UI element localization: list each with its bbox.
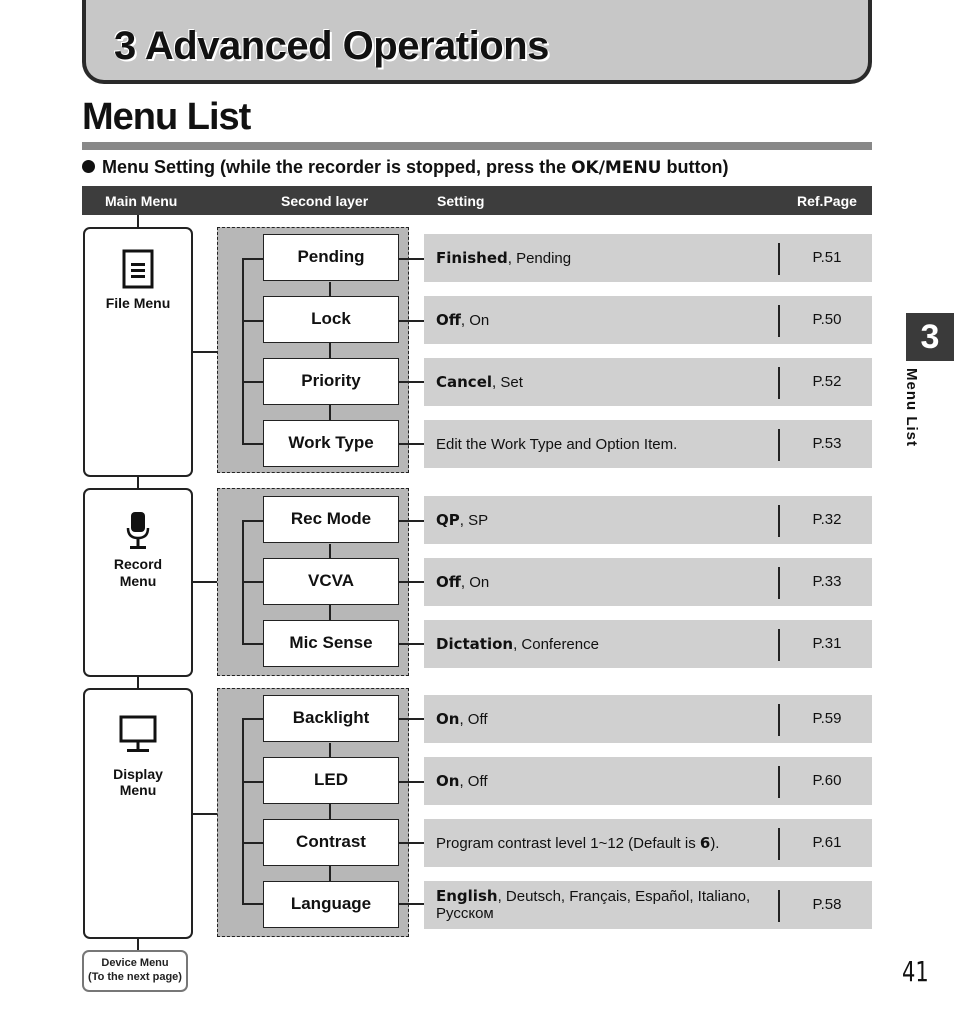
priority-item: Priority bbox=[263, 358, 399, 405]
connector-line bbox=[242, 718, 263, 720]
document-icon bbox=[122, 249, 154, 289]
divider bbox=[778, 704, 780, 736]
rec-mode-setting-row bbox=[424, 496, 872, 544]
connector-line bbox=[242, 320, 263, 322]
table-header bbox=[82, 186, 872, 215]
chapter-tab: 3 bbox=[906, 313, 954, 361]
ref-page: P.50 bbox=[812, 311, 842, 328]
divider bbox=[778, 367, 780, 399]
connector-line bbox=[399, 258, 424, 260]
language-item: Language bbox=[263, 881, 399, 928]
setting-text: On, Off bbox=[436, 771, 488, 790]
setting-text: QP, SP bbox=[436, 510, 489, 529]
rec-mode-item: Rec Mode bbox=[263, 496, 399, 543]
record-menu-label-line1: Record bbox=[113, 556, 163, 572]
setting-text: Edit the Work Type and Option Item. bbox=[436, 435, 678, 453]
ok-menu-key-label: OK/MENU bbox=[571, 158, 662, 178]
setting-heading-suffix: button) bbox=[661, 157, 729, 177]
display-menu-label-line1: Display bbox=[113, 766, 163, 782]
priority-setting-row bbox=[424, 358, 872, 406]
device-menu-note: (To the next page) bbox=[88, 971, 182, 983]
device-menu-box bbox=[82, 950, 188, 992]
file-menu-label: File Menu bbox=[105, 295, 171, 311]
mic-sense-item: Mic Sense bbox=[263, 620, 399, 667]
setting-text: English, Deutsch, Français, Español, Italiano, Русском bbox=[436, 887, 751, 922]
connector-line bbox=[191, 813, 217, 815]
divider bbox=[778, 429, 780, 461]
backlight-item: Backlight bbox=[263, 695, 399, 742]
column-header-main-menu: Main Menu bbox=[105, 193, 178, 209]
work-type-setting-row bbox=[424, 420, 872, 468]
contrast-setting-row bbox=[424, 819, 872, 867]
divider bbox=[778, 766, 780, 798]
ref-page: P.61 bbox=[812, 834, 842, 851]
contrast-item: Contrast bbox=[263, 819, 399, 866]
bullet-icon bbox=[82, 160, 95, 173]
title-rule bbox=[82, 142, 872, 150]
setting-heading-text: Menu Setting (while the recorder is stopped, press the bbox=[102, 157, 572, 177]
setting-text: On, Off bbox=[436, 709, 488, 728]
connector-line bbox=[399, 718, 424, 720]
work-type-item: Work Type bbox=[263, 420, 399, 467]
vcva-setting-row bbox=[424, 558, 872, 606]
column-header-ref-page: Ref.Page bbox=[797, 193, 857, 209]
mic-sense-setting-row bbox=[424, 620, 872, 668]
lock-item: Lock bbox=[263, 296, 399, 343]
divider bbox=[778, 629, 780, 661]
setting-text: Cancel, Set bbox=[436, 372, 523, 391]
connector-line bbox=[399, 842, 424, 844]
connector-line bbox=[399, 320, 424, 322]
connector-line bbox=[242, 842, 263, 844]
connector-line bbox=[242, 258, 263, 260]
column-header-second-layer: Second layer bbox=[281, 193, 369, 209]
connector-line bbox=[242, 781, 263, 783]
connector-line bbox=[399, 643, 424, 645]
ref-page: P.31 bbox=[812, 635, 842, 652]
setting-text: Dictation, Conference bbox=[436, 634, 599, 653]
connector-line bbox=[242, 581, 263, 583]
connector-line bbox=[242, 903, 263, 905]
connector-line bbox=[399, 443, 424, 445]
chapter-title: 3 Advanced Operations bbox=[114, 24, 549, 68]
ref-page: P.60 bbox=[812, 772, 842, 789]
ref-page: P.58 bbox=[812, 896, 842, 913]
ref-page: P.32 bbox=[812, 511, 842, 528]
connector-line bbox=[399, 520, 424, 522]
monitor-icon bbox=[118, 714, 158, 756]
ref-page: P.52 bbox=[812, 373, 842, 390]
connector-line bbox=[191, 581, 217, 583]
page-number: 41 bbox=[902, 955, 929, 988]
connector-line bbox=[242, 258, 244, 443]
connector-line bbox=[242, 443, 263, 445]
vcva-item: VCVA bbox=[263, 558, 399, 605]
led-item: LED bbox=[263, 757, 399, 804]
setting-text: Off, On bbox=[436, 310, 490, 329]
ref-page: P.59 bbox=[812, 710, 842, 727]
setting-text: Off, On bbox=[436, 572, 490, 591]
divider bbox=[778, 305, 780, 337]
file-menu-box bbox=[83, 227, 193, 477]
divider bbox=[778, 243, 780, 275]
record-menu-box bbox=[83, 488, 193, 677]
page-title: Menu List bbox=[82, 96, 251, 138]
connector-line bbox=[242, 520, 263, 522]
connector-line bbox=[242, 381, 263, 383]
pending-item: Pending bbox=[263, 234, 399, 281]
record-menu-label-line2: Menu bbox=[119, 573, 157, 589]
divider bbox=[778, 828, 780, 860]
pending-setting-row bbox=[424, 234, 872, 282]
connector-line bbox=[242, 718, 244, 903]
connector-line bbox=[399, 381, 424, 383]
led-setting-row bbox=[424, 757, 872, 805]
setting-text: Program contrast level 1~12 (Default is 6). bbox=[436, 833, 720, 852]
device-menu-label: Device Menu bbox=[101, 957, 169, 969]
connector-line bbox=[242, 643, 263, 645]
connector-line bbox=[399, 581, 424, 583]
divider bbox=[778, 505, 780, 537]
backlight-setting-row bbox=[424, 695, 872, 743]
divider bbox=[778, 567, 780, 599]
setting-heading bbox=[82, 157, 728, 178]
connector-line bbox=[399, 781, 424, 783]
lock-setting-row bbox=[424, 296, 872, 344]
connector-line bbox=[191, 351, 217, 353]
display-menu-label-line2: Menu bbox=[119, 782, 157, 798]
ref-page: P.33 bbox=[812, 573, 842, 590]
ref-page: P.53 bbox=[812, 435, 842, 452]
side-section-label: Menu List bbox=[903, 368, 920, 447]
setting-text: Finished, Pending bbox=[436, 248, 572, 267]
column-header-setting: Setting bbox=[437, 193, 485, 209]
microphone-icon bbox=[125, 510, 151, 552]
language-setting-row bbox=[424, 881, 872, 929]
connector-line bbox=[399, 903, 424, 905]
divider bbox=[778, 890, 780, 922]
connector-line bbox=[137, 215, 139, 227]
display-menu-box bbox=[83, 688, 193, 939]
ref-page: P.51 bbox=[812, 249, 842, 266]
